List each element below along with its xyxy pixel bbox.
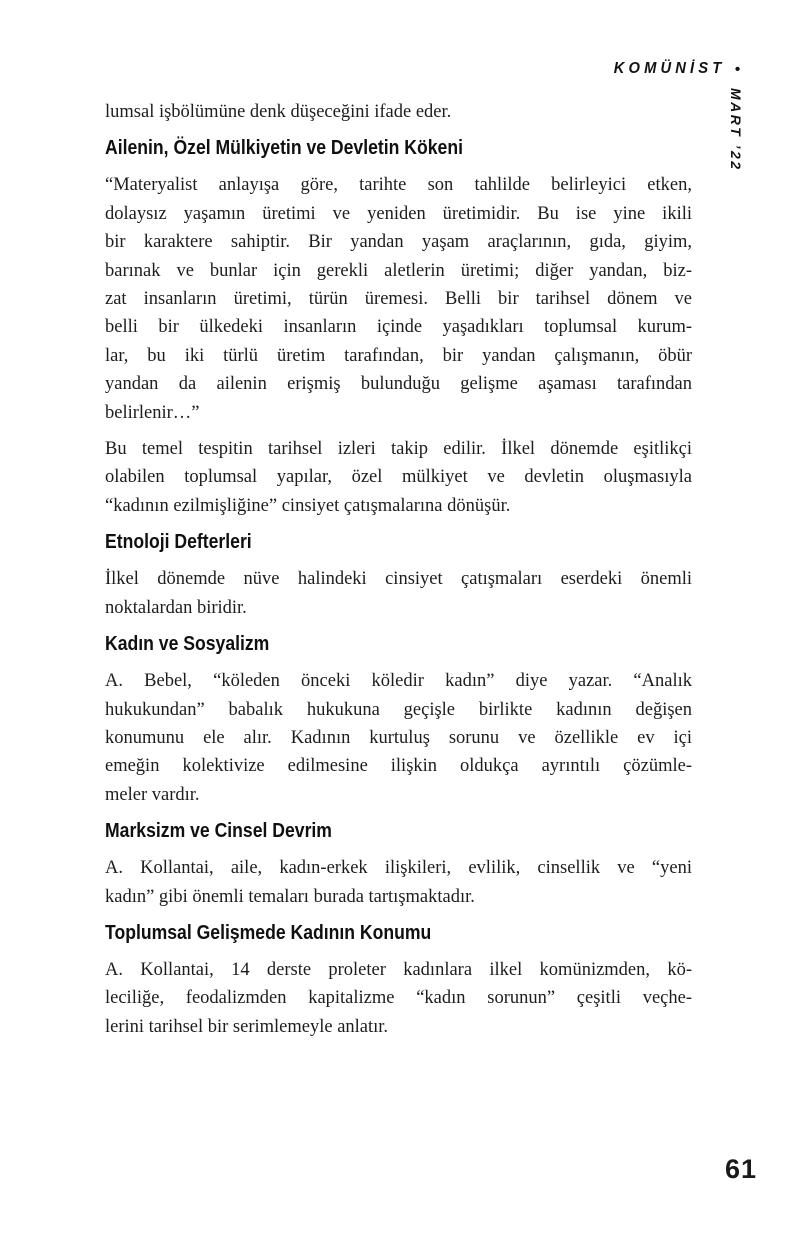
text-line: emeğin kolektivize edilmesine ilişkin oldukça ayrıntılı çözümle- bbox=[105, 756, 692, 777]
section-heading: Kadın ve Sosyalizm bbox=[105, 633, 270, 656]
text-line: Bu temel tespitin tarihsel izleri takip edilir. İlkel dönemde eşitlikçi bbox=[105, 439, 692, 460]
text-line: dolaysız yaşamın üretimi ve yeniden üretimidir. Bu ise yine ikili bbox=[105, 203, 692, 224]
section-heading: Toplumsal Gelişmede Kadının Konumu bbox=[105, 921, 432, 944]
text-line: A. Kollantai, 14 derste proleter kadınlara ilkel komünizmden, kö- bbox=[105, 959, 692, 980]
page-number: 61 bbox=[725, 1154, 758, 1184]
paragraph bbox=[105, 854, 692, 911]
journal-title: KOMÜNİST bbox=[614, 60, 726, 77]
text-line: yandan da ailenin erişmiş bulunduğu gelişme aşaması tarafından bbox=[105, 374, 692, 395]
paragraph bbox=[105, 171, 692, 427]
text-line: lumsal işbölümüne denk düşeceğini ifade eder. bbox=[105, 102, 452, 122]
section-heading: Marksizm ve Cinsel Devrim bbox=[105, 820, 332, 843]
text-line: “Materyalist anlayışa göre, tarihte son tahlilde belirleyici etken, bbox=[105, 175, 692, 196]
paragraph bbox=[105, 956, 692, 1041]
section-heading: Ailenin, Özel Mülkiyetin ve Devletin Kökeni bbox=[105, 137, 463, 160]
text-line: A. Bebel, “köleden önceki köledir kadın” diye yazar. “Analık bbox=[105, 671, 692, 692]
paragraph bbox=[105, 667, 692, 809]
page-content bbox=[105, 0, 692, 1049]
text-line: bir karaktere sahiptir. Bir yandan yaşam araçlarının, gıda, giyim, bbox=[105, 232, 692, 253]
paragraph bbox=[105, 435, 692, 520]
text-line: noktalardan biridir. bbox=[105, 597, 247, 618]
text-line: belli bir ülkedeki insanların içinde yaşadıkları toplumsal kurum- bbox=[105, 317, 692, 338]
text-line: leciliğe, feodalizmden kapitalizme “kadın sorunun” çeşitli veçhe- bbox=[105, 988, 692, 1009]
text-line: kadın” gibi önemli temaları burada tartışmaktadır. bbox=[105, 886, 475, 907]
text-line: konumunu ele alır. Kadının kurtuluş sorunu ve özellikle ev içi bbox=[105, 727, 692, 748]
paragraph bbox=[105, 98, 692, 126]
text-line: olabilen toplumsal yapılar, özel mülkiyet ve devletin oluşmasıyla bbox=[105, 467, 692, 488]
text-line: İlkel dönemde nüve halindeki cinsiyet çatışmaları eserdeki önemli bbox=[105, 569, 692, 590]
text-line: A. Kollantai, aile, kadın-erkek ilişkileri, evlilik, cinsellik ve “yeni bbox=[105, 858, 692, 879]
text-line: “kadının ezilmişliğine” cinsiyet çatışmalarına dönüşür. bbox=[105, 495, 511, 516]
text-line: lar, bu iki türlü üretim tarafından, bir yandan çalışmanın, öbür bbox=[105, 345, 692, 366]
paragraph bbox=[105, 565, 692, 622]
issue-date-vertical: MART ’22 bbox=[728, 88, 744, 172]
text-line: barınak ve bunlar için gerekli aletlerin üretimi; diğer yandan, biz- bbox=[105, 260, 692, 281]
text-line: meler vardır. bbox=[105, 784, 200, 805]
text-line: zat insanların üretimi, türün üremesi. Belli bir tarihsel dönem ve bbox=[105, 289, 692, 310]
text-line: hukukundan” babalık hukukuna geçişle birlikte kadının değişen bbox=[105, 699, 692, 720]
text-line: lerini tarihsel bir serimlemeyle anlatır. bbox=[105, 1016, 389, 1037]
bullet-separator-icon: • bbox=[734, 60, 740, 78]
section-heading: Etnoloji Defterleri bbox=[105, 531, 252, 554]
text-line: belirlenir…” bbox=[105, 402, 200, 423]
